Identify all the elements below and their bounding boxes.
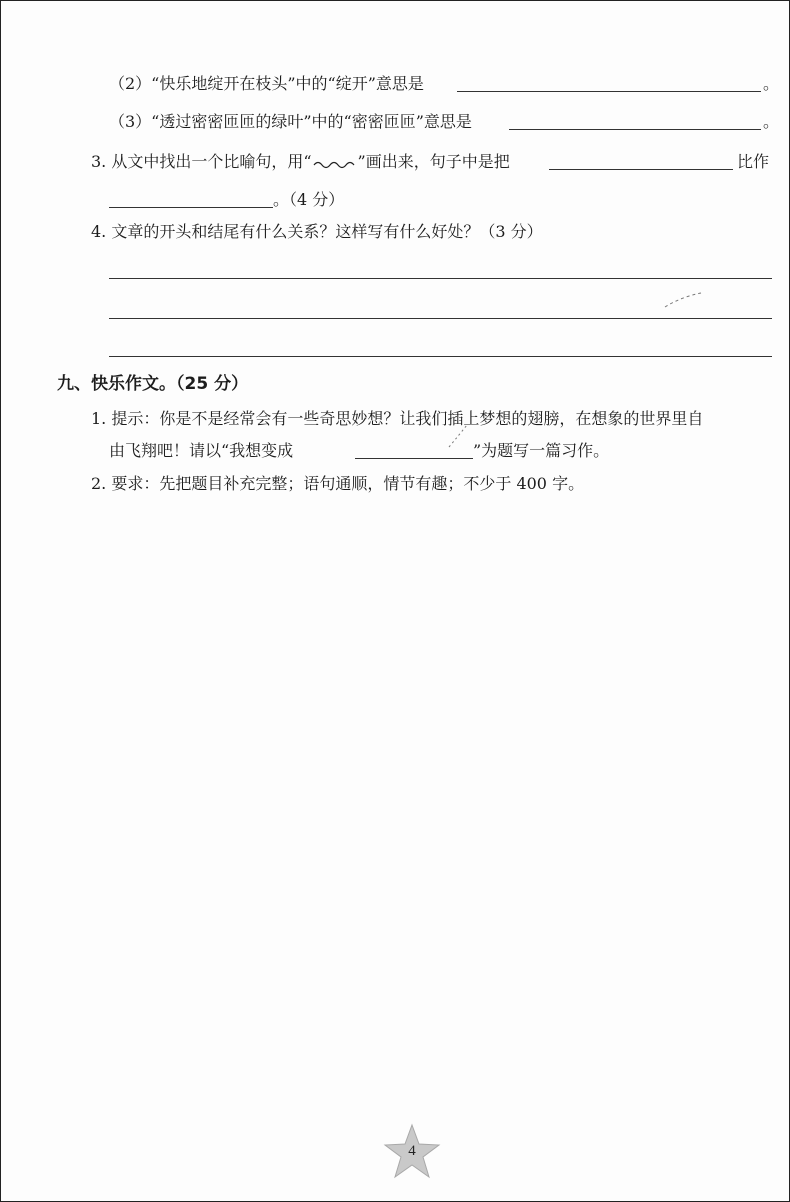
page-number: 4: [408, 1143, 416, 1159]
answer-blank-3b[interactable]: [109, 206, 273, 208]
answer-blank-3a[interactable]: [549, 168, 733, 170]
section-9-item-1-line-2a: 由飞翔吧！请以“我想变成: [109, 441, 294, 460]
answer-line-4-3[interactable]: [109, 356, 772, 357]
answer-blank-2-3[interactable]: [509, 128, 761, 130]
question-4: 4. 文章的开头和结尾有什么关系？这样写有什么好处？（3 分）: [91, 222, 543, 241]
section-9-heading: 九、快乐作文。（25 分）: [57, 374, 249, 394]
answer-line-4-2[interactable]: [109, 318, 772, 319]
question-2-2: [109, 73, 424, 95]
section-9-item-2: 2. 要求：先把题目补充完整；语句通顺，情节有趣；不少于 400 字。: [91, 474, 585, 493]
wavy-underline-icon: [312, 155, 358, 169]
page-number-badge: [382, 1123, 442, 1181]
question-2-3-text: （3）“透过密密匝匝的绿叶”中的“密密匝匝”意思是: [109, 112, 472, 131]
question-3-part2: ”画出来，句子中是把: [357, 152, 510, 171]
scan-speck: [445, 421, 475, 451]
section-9-item-1-line-2: [109, 440, 293, 462]
scan-speck: [661, 291, 711, 311]
question-3-part4: 。（4 分）: [273, 190, 345, 209]
question-2-3-end: 。: [763, 112, 780, 131]
section-9-item-1-line-2b: ”为题写一篇习作。: [473, 441, 610, 460]
section-9-item-1-line-1: 1. 提示：你是不是经常会有一些奇思妙想？让我们插上梦想的翅膀，在想象的世界里自: [91, 409, 704, 428]
question-3-part1: 3. 从文中找出一个比喻句，用“: [91, 152, 312, 171]
question-2-2-text: （2）“快乐地绽开在枝头”中的“绽开”意思是: [109, 74, 424, 93]
title-blank[interactable]: [355, 457, 473, 459]
answer-blank-2-2[interactable]: [457, 90, 761, 92]
question-2-3: [109, 111, 472, 133]
question-3-part3: 比作: [737, 152, 770, 171]
question-2-2-end: 。: [763, 74, 780, 93]
answer-line-4-1[interactable]: [109, 278, 772, 279]
question-3: [91, 151, 510, 173]
